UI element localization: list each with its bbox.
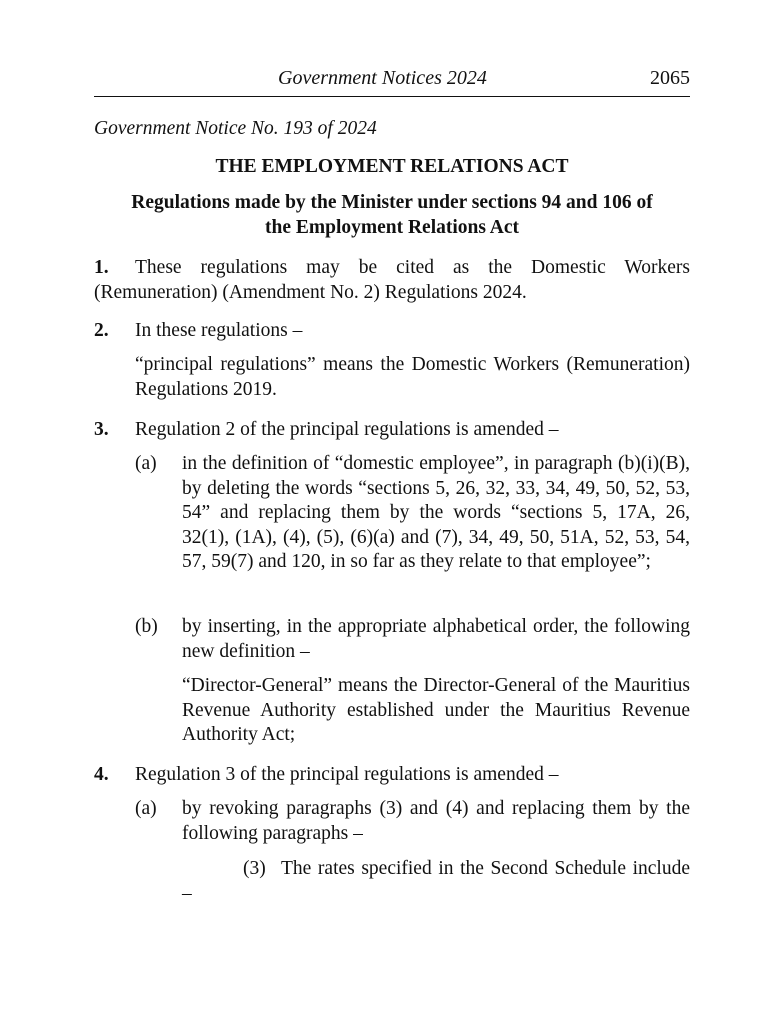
regulation-subtitle	[94, 190, 690, 240]
page-number: 2065	[650, 67, 690, 89]
regulation-4-intro: Regulation 3 of the principal regulations is amended –	[135, 764, 559, 785]
regulation-4-a-text: by revoking paragraphs (3) and (4) and replacing them by the following paragraphs –	[182, 798, 690, 844]
subtitle-line-2: the Employment Relations Act	[264, 217, 520, 238]
regulation-4-a-label: (a)	[135, 798, 157, 819]
regulation-2-definition: “principal regulations” means the Domestic Workers (Remuneration) Regulations 2019.	[135, 354, 690, 400]
subtitle-line-1: Regulations made by the Minister under sections 94 and 106 of	[131, 192, 653, 213]
regulation-3-b-label: (b)	[135, 616, 158, 637]
regulation-3-b-text: by inserting, in the appropriate alphabetical order, the following new definition –	[182, 616, 690, 662]
regulation-3-number: 3.	[94, 419, 109, 440]
regulation-3-intro: Regulation 2 of the principal regulations is amended –	[135, 419, 559, 440]
regulation-4-number: 4.	[94, 764, 109, 785]
notice-number: Government Notice No. 193 of 2024	[94, 118, 377, 139]
regulation-1-text: These regulations may be cited as the Domestic Workers (Remuneration) (Amendment No. 2) Regulations 2024.	[94, 257, 690, 303]
act-title: THE EMPLOYMENT RELATIONS ACT	[215, 156, 569, 177]
regulation-2-number: 2.	[94, 320, 109, 341]
running-head	[94, 67, 690, 95]
paragraph-3-text: The rates specified in the Second Schedule include –	[182, 858, 690, 904]
regulation-1	[94, 256, 690, 305]
regulation-1-number: 1.	[94, 257, 109, 278]
regulation-2-intro: In these regulations –	[135, 320, 303, 341]
regulation-3-a-label: (a)	[135, 453, 157, 474]
regulation-4-paragraph-3	[182, 857, 690, 906]
running-title: Government Notices 2024	[278, 67, 487, 89]
regulation-3-a-text: in the definition of “domestic employee”, in paragraph (b)(i)(B), by deleting the words “sections 5, 26, 32, 33, 34, 49, 50, 52, 53, 54” and replacing them by the words “sections 5, 17A, 26, 32(1), (1A), (4), (5), (6)(a) and (7), 34, 49, 50, 51A, 52, 53, 54, 57, 59(7) and 120, in so far as they relate to that employee”;	[182, 453, 690, 572]
regulation-3-b-definition: “Director-General” means the Director-General of the Mauritius Revenue Authority established under the Mauritius Revenue Authority Act;	[182, 675, 690, 745]
paragraph-3-label: (3)	[243, 858, 266, 879]
header-rule	[94, 96, 690, 97]
